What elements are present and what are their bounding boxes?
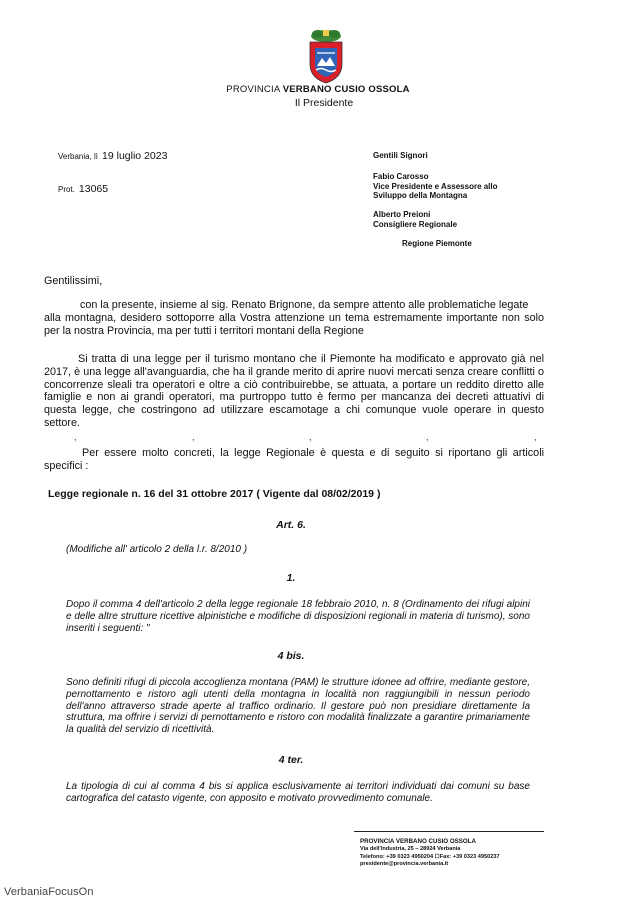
footer-address: Via dell'Industria, 25 – 28924 Verbania [360,845,461,852]
letter-date: 19 luglio 2023 [102,150,168,162]
comma-1-label: 1. [286,572,296,584]
svg-text:,: , [74,432,77,442]
footer-name: PROVINCIA VERBANO CUSIO OSSOLA [360,838,476,845]
comma-4bis-text: Sono definiti rifugi di piccola accoglienza montana (PAM) le strutture idonee ad offrire, mediante gestore, pernottamento e ristoro agli utenti della montagna in località non raggiungibili in nessun periodo dell'anno attraverso strade aperte al traffico ordinario. Il gestore può non presidiare direttamente la struttura, ma offrire i servizi di pernottamento e ristoro con modalità finalizzate a garantire primariamente la qualità del servizio di ricettività. [66,677,530,736]
recipient-2 [373,210,457,229]
footer-contact [360,838,500,869]
footer-phone: Telefono: +39 0323 4950204 ☐Fax: +39 0323 4950237 [360,853,500,860]
recipient-1-role-line1: Vice Presidente e Assessore allo [373,181,498,191]
date-line [58,150,167,162]
footer-divider [354,831,544,832]
svg-text:,: , [309,432,312,442]
watermark: VerbaniaFocusOn [4,886,94,898]
recipient-1 [373,172,498,201]
article-modifiche: (Modifiche all' articolo 2 della l.r. 8/2010 ) [66,544,248,555]
prot-label: Prot. [58,185,75,194]
recipient-salutation: Gentili Signori [373,151,428,160]
svg-text:,: , [192,432,195,442]
recipient-2-name: Alberto Preioni [373,210,431,219]
place-label: Verbania, lì [58,152,99,161]
office-title: Il Presidente [294,97,354,109]
comma-1-text: Dopo il comma 4 dell'articolo 2 della legge regionale 18 febbraio 2010, n. 8 (Ordinamento dei rifugi alpini e delle altre strutture ricettive alpinistiche e modifiche di disposizioni regionali in materia di turismo), sono inseriti i seguenti: " [66,599,530,634]
article-number: Art. 6. [276,519,306,531]
province-name-bold: VERBANO CUSIO OSSOLA [282,84,410,95]
province-name [0,84,636,95]
greeting: Gentilissimi, [44,275,103,287]
protocol-line [58,183,108,195]
province-prefix: PROVINCIA [226,84,280,95]
paragraph-3: Per essere molto concreti, la legge Regionale è questa e di seguito si riportano gli articoli specifici : [44,447,544,472]
paragraph-2: Si tratta di una legge per il turismo montano che il Piemonte ha modificato e approvato già nel 2017, è una legge all'avanguardia, che ha il grande merito di aprire nuovi mercati senza creare conflitti o concorrenze sleali tra operatori e oltre a ciò contribuirebbe, se attuata, a portare un reddito diretto alle famiglie e non ai grandi operatori, ma purtroppo tutto è fermo per mancanza dei decreti attuativi di questa legge, che costringono ad utilizzare escamotage a chi comunque vuole operare in questo settore. [44,353,544,429]
dotted-separator [74,432,544,442]
comma-4bis-label: 4 bis. [277,650,305,662]
svg-text:,: , [426,432,429,442]
province-crest-logo [304,28,348,84]
paragraph-1-rest: alla montagna, desidero sottoporre alla Vostra attenzione un tema estremamente importante non solo per la nostra Provincia, ma per tutti i territori montani della Regione [44,311,544,337]
recipient-1-role-line2: Sviluppo della Montagna [373,191,468,200]
law-title: Legge regionale n. 16 del 31 ottobre 2017 ( Vigente dal 08/02/2019 ) [48,488,381,500]
recipient-1-name: Fabio Carosso [373,172,429,181]
comma-4ter-text: La tipologia di cui al comma 4 bis si applica esclusivamente ai territori individuati dai comuni su base cartografica del catasto vigente, con apposito e motivato provvedimento comunale. [66,781,530,804]
prot-number: 13065 [78,183,109,195]
recipient-institution: Regione Piemonte [402,239,472,248]
paragraph-1-first-line: con la presente, insieme al sig. Renato Brignone, da sempre attento alle problematiche legate [80,299,529,311]
footer-email: presidente@provincia.verbania.it [360,861,449,868]
svg-text:,: , [534,432,537,442]
recipient-2-role: Consigliere Regionale [373,219,458,229]
paragraph-1 [44,299,544,337]
comma-4ter-label: 4 ter. [278,754,304,766]
